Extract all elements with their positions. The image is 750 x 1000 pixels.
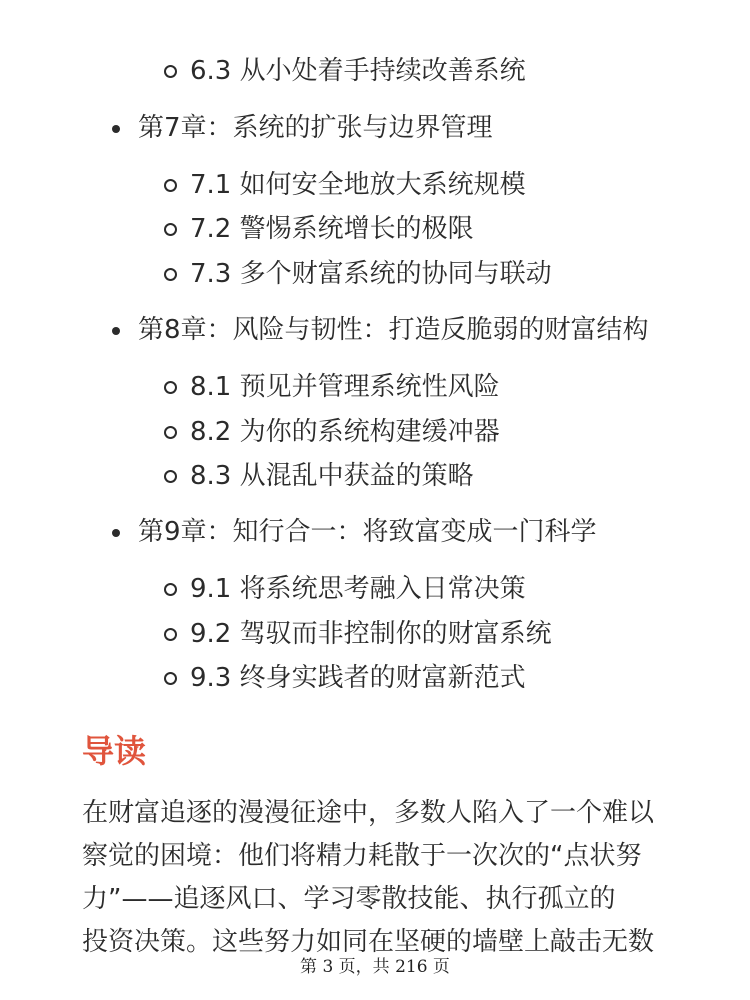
toc-item-text: 9.2 驾驭而非控制你的财富系统	[190, 619, 552, 649]
toc-item-text: 6.3 从小处着手持续改善系统	[190, 56, 526, 86]
toc-item-text: 8.1 预见并管理系统性风险	[190, 372, 500, 402]
toc-section-9-3	[164, 661, 526, 695]
toc-item-text: 7.3 多个财富系统的协同与联动	[190, 259, 552, 289]
toc-section-9-2	[164, 617, 552, 651]
toc-chapter-8	[112, 313, 649, 347]
toc-item-text: 第8章：风险与韧性：打造反脆弱的财富结构	[138, 315, 649, 345]
toc-section-6-3	[164, 54, 526, 88]
toc-section-7-1	[164, 168, 526, 202]
intro-heading: 导读	[82, 732, 147, 770]
toc-section-7-2	[164, 212, 474, 246]
toc-item-text: 9.1 将系统思考融入日常决策	[190, 574, 526, 604]
toc-chapter-7	[112, 111, 493, 145]
intro-paragraph	[82, 792, 672, 964]
toc-section-8-1	[164, 370, 500, 404]
toc-section-8-2	[164, 415, 500, 449]
intro-line: 力”——追逐风口、学习零散技能、执行孤立的	[82, 884, 616, 914]
toc-item-text: 第7章：系统的扩张与边界管理	[138, 113, 493, 143]
toc-section-7-3	[164, 257, 552, 291]
toc-item-text: 8.2 为你的系统构建缓冲器	[190, 417, 500, 447]
toc-item-text: 8.3 从混乱中获益的策略	[190, 461, 474, 491]
toc-item-text: 第9章：知行合一：将致富变成一门科学	[138, 517, 597, 547]
toc-item-text: 7.1 如何安全地放大系统规模	[190, 170, 526, 200]
toc-section-9-1	[164, 572, 526, 606]
intro-line: 在财富追逐的漫漫征途中，多数人陷入了一个难以	[82, 798, 655, 828]
page-number-footer: 第 3 页，共 216 页	[300, 957, 450, 977]
intro-line: 察觉的困境：他们将精力耗散于一次次的“点状努	[82, 841, 642, 871]
toc-item-text: 9.3 终身实践者的财富新范式	[190, 663, 526, 693]
toc-section-8-3	[164, 459, 474, 493]
toc-chapter-9	[112, 515, 597, 549]
toc-item-text: 7.2 警惕系统增长的极限	[190, 214, 474, 244]
intro-line: 投资决策。这些努力如同在坚硬的墙壁上敲击无数	[82, 927, 655, 957]
